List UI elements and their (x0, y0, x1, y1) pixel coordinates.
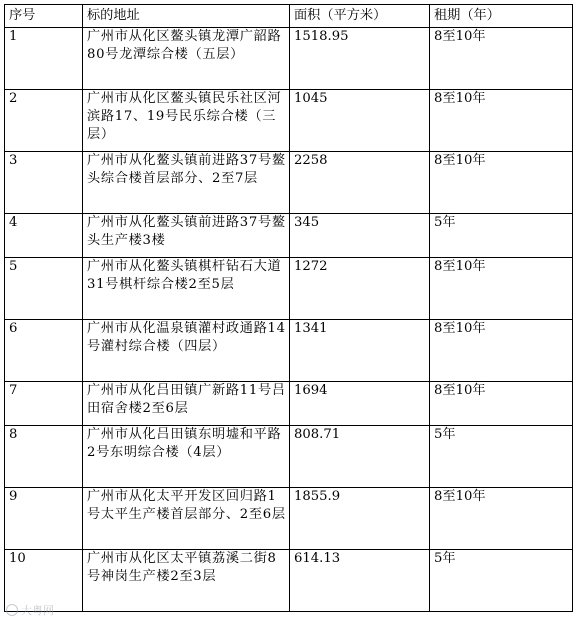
table-row (5, 258, 573, 320)
table-row (5, 382, 573, 426)
row-no: 4 (5, 214, 83, 258)
row-no: 8 (5, 426, 83, 488)
row-no: 1 (5, 28, 83, 90)
watermark (6, 602, 54, 618)
row-area: 1518.95 (290, 28, 430, 90)
table-header-row (5, 5, 573, 28)
row-area: 614.13 (290, 550, 430, 612)
table-row (5, 28, 573, 90)
row-address: 广州市从化区鳌头镇民乐社区河滨路17、19号民乐综合楼（三层） (83, 90, 290, 152)
row-term: 8至10年 (430, 152, 573, 214)
row-address: 广州市从化吕田镇广新路11号吕田宿舍楼2至6层 (83, 382, 290, 426)
row-address: 广州市从化太平开发区回归路1号太平生产楼首层部分、2至6层 (83, 488, 290, 550)
table-row (5, 488, 573, 550)
row-term: 8至10年 (430, 258, 573, 320)
row-term: 5年 (430, 426, 573, 488)
table-row (5, 426, 573, 488)
row-term: 5年 (430, 550, 573, 612)
row-no: 2 (5, 90, 83, 152)
row-area: 345 (290, 214, 430, 258)
row-area: 1341 (290, 320, 430, 382)
row-area: 1694 (290, 382, 430, 426)
header-area: 面积（平方米） (290, 5, 430, 28)
row-term: 8至10年 (430, 382, 573, 426)
header-no: 序号 (5, 5, 83, 28)
header-address: 标的地址 (83, 5, 290, 28)
row-area: 1855.9 (290, 488, 430, 550)
row-address: 广州市从化区太平镇荔溪二街8号神岗生产楼2至3层 (83, 550, 290, 612)
header-term: 租期（年） (430, 5, 573, 28)
table-row (5, 214, 573, 258)
row-address: 广州市从化吕田镇东明墟和平路2号东明综合楼（4层） (83, 426, 290, 488)
row-term: 5年 (430, 214, 573, 258)
table-row (5, 320, 573, 382)
row-address: 广州市从化鳌头镇棋杆钻石大道31号棋杆综合楼2至5层 (83, 258, 290, 320)
row-no: 5 (5, 258, 83, 320)
row-no: 6 (5, 320, 83, 382)
row-term: 8至10年 (430, 90, 573, 152)
watermark-logo-icon (6, 604, 18, 616)
table-row (5, 152, 573, 214)
row-address: 广州市从化鳌头镇前进路37号鳌头生产楼3楼 (83, 214, 290, 258)
row-address: 广州市从化温泉镇灌村政通路14号灌村综合楼（四层） (83, 320, 290, 382)
row-area: 1045 (290, 90, 430, 152)
row-address: 广州市从化区鳌头镇龙潭广韶路80号龙潭综合楼（五层） (83, 28, 290, 90)
table-row (5, 90, 573, 152)
row-area: 1272 (290, 258, 430, 320)
watermark-text: 大粤网 (21, 604, 54, 617)
row-area: 808.71 (290, 426, 430, 488)
row-term: 8至10年 (430, 488, 573, 550)
row-no: 7 (5, 382, 83, 426)
row-term: 8至10年 (430, 28, 573, 90)
row-address: 广州市从化鳌头镇前进路37号鳌头综合楼首层部分、2至7层 (83, 152, 290, 214)
table-row (5, 550, 573, 612)
row-term: 8至10年 (430, 320, 573, 382)
row-no: 10 (5, 550, 83, 612)
row-area: 2258 (290, 152, 430, 214)
row-no: 3 (5, 152, 83, 214)
lease-listing-table (4, 4, 573, 612)
row-no: 9 (5, 488, 83, 550)
